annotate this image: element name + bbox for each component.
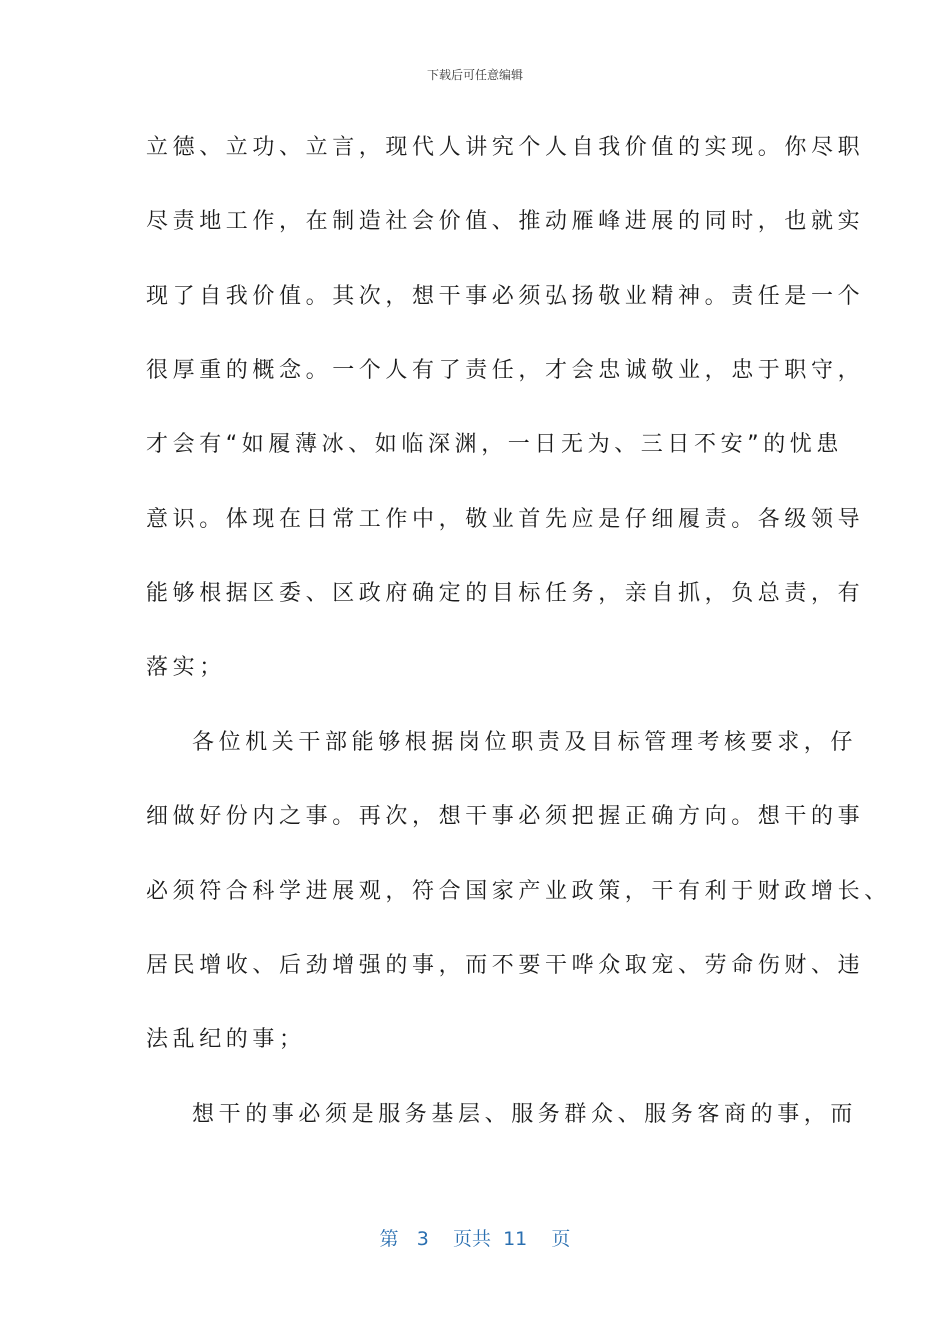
paragraph-2-line-5: 法乱纪的事； (146, 1027, 306, 1052)
footer-total-pages: 11 (503, 1228, 528, 1250)
paragraph-2-line-1: 各位机关干部能够根据岗位职责及目标管理考核要求，仔 (192, 730, 858, 755)
paragraph-1-line-8: 落实； (146, 655, 226, 680)
paragraph-1-line-2: 尽责地工作，在制造社会价值、推动雁峰进展的同时，也就实 (146, 209, 865, 234)
footer-suffix: 页 (551, 1228, 571, 1250)
paragraph-3-line-1: 想干的事必须是服务基层、服务群众、服务客商的事，而 (192, 1102, 858, 1127)
paragraph-1-line-5: 才会有“如履薄冰、如临深渊，一日无为、三日不安”的忧患 (146, 432, 843, 457)
page-number-footer (0, 1226, 950, 1252)
footer-middle: 页共 (452, 1228, 491, 1250)
footer-prefix: 第 (379, 1228, 399, 1250)
page-header-note: 下载后可任意编辑 (426, 68, 523, 82)
paragraph-2-line-2: 细做好份内之事。再次，想干事必须把握正确方向。想干的事 (146, 804, 865, 829)
footer-current-page: 3 (416, 1228, 429, 1250)
paragraph-1-line-1: 立德、立功、立言，现代人讲究个人自我价值的实现。你尽职 (146, 135, 865, 160)
paragraph-2-line-3: 必须符合科学进展观，符合国家产业政策，干有利于财政增长、 (146, 879, 891, 904)
paragraph-1-line-7: 能够根据区委、区政府确定的目标任务，亲自抓，负总责，有 (146, 581, 865, 606)
paragraph-1-line-6: 意识。体现在日常工作中，敬业首先应是仔细履责。各级领导 (146, 507, 865, 532)
paragraph-1-line-3: 现了自我价值。其次，想干事必须弘扬敬业精神。责任是一个 (146, 284, 865, 309)
paragraph-2-line-4: 居民增收、后劲增强的事，而不要干哗众取宠、劳命伤财、违 (146, 953, 865, 978)
paragraph-1-line-4: 很厚重的概念。一个人有了责任，才会忠诚敬业，忠于职守， (146, 358, 865, 383)
